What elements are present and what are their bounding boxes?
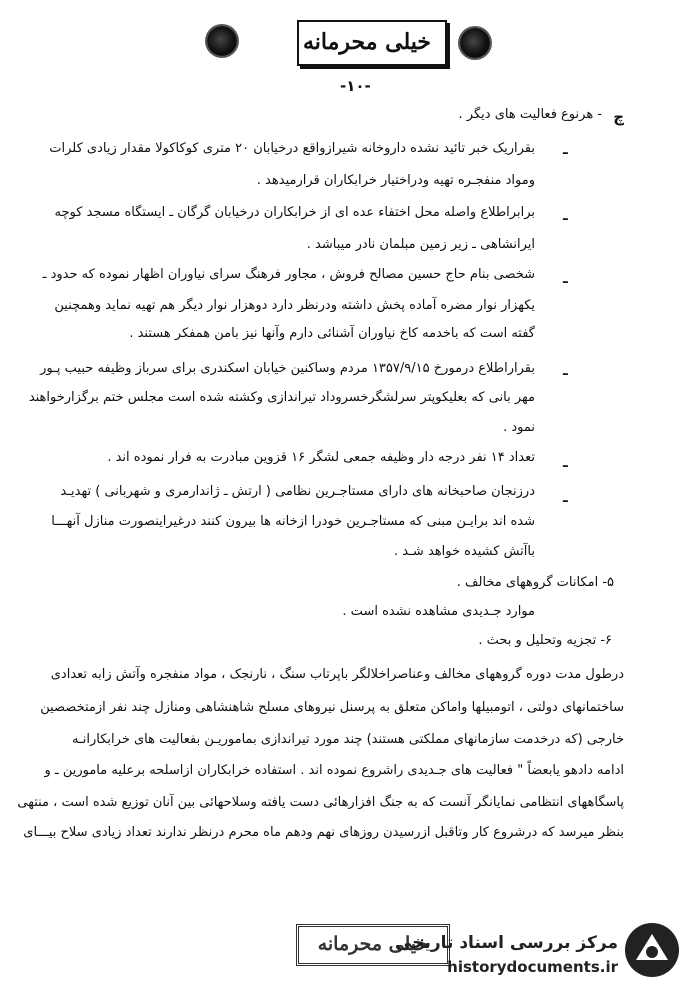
item-marker: ـ (563, 490, 568, 506)
punch-hole-left (207, 26, 237, 56)
analysis-line-2: ساختمانهای دولتی ، اتومبیلها واماکن متعلق به پرسنل نیروهای مسلح شاهنشاهی ومنازل چند نفر ازمتخصصین (40, 700, 624, 715)
item-marker: ـ (563, 208, 568, 224)
analysis-line-4: ادامه دادهو یابعضاً " فعالیت های جـدیدی راشروع نموده اند . استفاده خرابکاران ازاسلحه برعلیه مامورین ـ و (44, 763, 624, 778)
item-6-line-2: شده اند برایـن مبنی که مستاجـرین خودرا ازخانه ها بیرون کنند درغیراینصورت منازل آنهـــا (51, 514, 535, 529)
item-5-line-1: تعداد ۱۴ نفر درجه دار وظیفه جمعی لشگر ۱۶ قزوین مبادرت به فرار نموده اند . (107, 450, 535, 465)
page-number: -۱۰- (340, 77, 371, 95)
item-4-line-1: بقراراطلاع درمورخ ۱۳۵۷/۹/۱۵ مردم وساکنین خیابان اسکندری برای سرباز وظیفه حبیب پـور (40, 361, 535, 376)
archive-logo-url: historydocuments.ir (447, 958, 618, 976)
item-4-line-3: نمود . (503, 420, 535, 435)
item-marker: ـ (563, 363, 568, 379)
item-4-line-2: مهر بانی که بعلیکوپتر سرلشگرخسروداد تیراندازی وکشته شده است مجلس ختم برگزارخواهند (28, 390, 535, 405)
section-6-title: ۶- تجزیه وتحلیل و بحث . (478, 633, 612, 648)
item-6-line-1: درزنجان صاحبخانه های دارای مستاجـرین نظامی ( ارتش ـ ژاندارمری و شهربانی ) تهدیـد (60, 484, 535, 499)
classification-stamp-top: خیلی محرمانه (297, 20, 447, 66)
item-3-line-2: یکهزار نوار مضره آماده پخش داشته ودرنظر دارد دوهزار نوار دیگر هم تهیه نماید وهمچنین (54, 298, 535, 313)
archive-logo-title: مرکز بررسی اسناد تاریخی (395, 933, 618, 953)
section-c-title: - هرنوع فعالیت های دیگر . (458, 107, 602, 122)
analysis-line-5: پاسگاههای انتظامی نمایانگر آنست که به جنگ افزارهائی دست یافته وسلاحهائی بین آنان توزیع شده است ، منتهی (17, 795, 624, 810)
item-1-line-1: بقراریک خبر تائید نشده داروخانه شیرازواقع درخیابان ۲۰ متری کوکاکولا مقدار زیادی کلرات (49, 141, 535, 156)
punch-hole-right (460, 28, 490, 58)
item-3-line-3: گفته است که باخدمه کاخ نیاوران آشنائی دارم وآنها نیز بامن همفکر هستند . (129, 326, 535, 341)
archive-logo-icon (622, 920, 682, 980)
section-c-label: چ (613, 108, 624, 126)
item-2-line-1: برابراطلاع واصله محل اختفاء عده ای از خرابکاران درخیابان گرگان ـ ایستگاه مسجد کوچه (54, 205, 535, 220)
classification-stamp-bottom: خیلی محرمانه (296, 924, 450, 966)
item-6-line-3: باآتش کشیده خواهد شـد . (394, 544, 535, 559)
item-marker: ـ (563, 455, 568, 471)
item-3-line-1: شخصی بنام حاج حسین مصالح فروش ، مجاور فرهنگ سرای نیاوران اظهار نموده که حدود ـ (42, 267, 535, 282)
analysis-line-1: درطول مدت دوره گروههای مخالف وعناصراخلالگر باپرتاب سنگ ، نارنجک ، مواد منفجره وآتش زابه تعدادی (50, 667, 624, 682)
item-1-line-2: ومواد منفجـره تهیه ودراختیار خرابکاران قرارمیدهد . (256, 173, 535, 188)
item-marker: ـ (563, 142, 568, 158)
analysis-line-3: خارجی (که درخدمت سازمانهای مملکتی هستند) چند مورد تیراندازی بماموریـن بفعالیت های خرابکارانـه (71, 732, 624, 747)
section-5-title: ۵- امکانات گروههای مخالف . (456, 575, 614, 590)
item-2-line-2: ایرانشاهی ـ زیر زمین مبلمان نادر میباشد . (306, 237, 535, 252)
section-5-text: موارد جـدیدی مشاهده نشده است . (342, 604, 535, 619)
item-marker: ـ (563, 271, 568, 287)
analysis-line-6: بنظر میرسد که درشروع کار وتاقبل ازرسیدن روزهای نهم ودهم ماه محرم درنظر ندارند تعداد زیادی سلاح بیـــای (23, 825, 624, 840)
